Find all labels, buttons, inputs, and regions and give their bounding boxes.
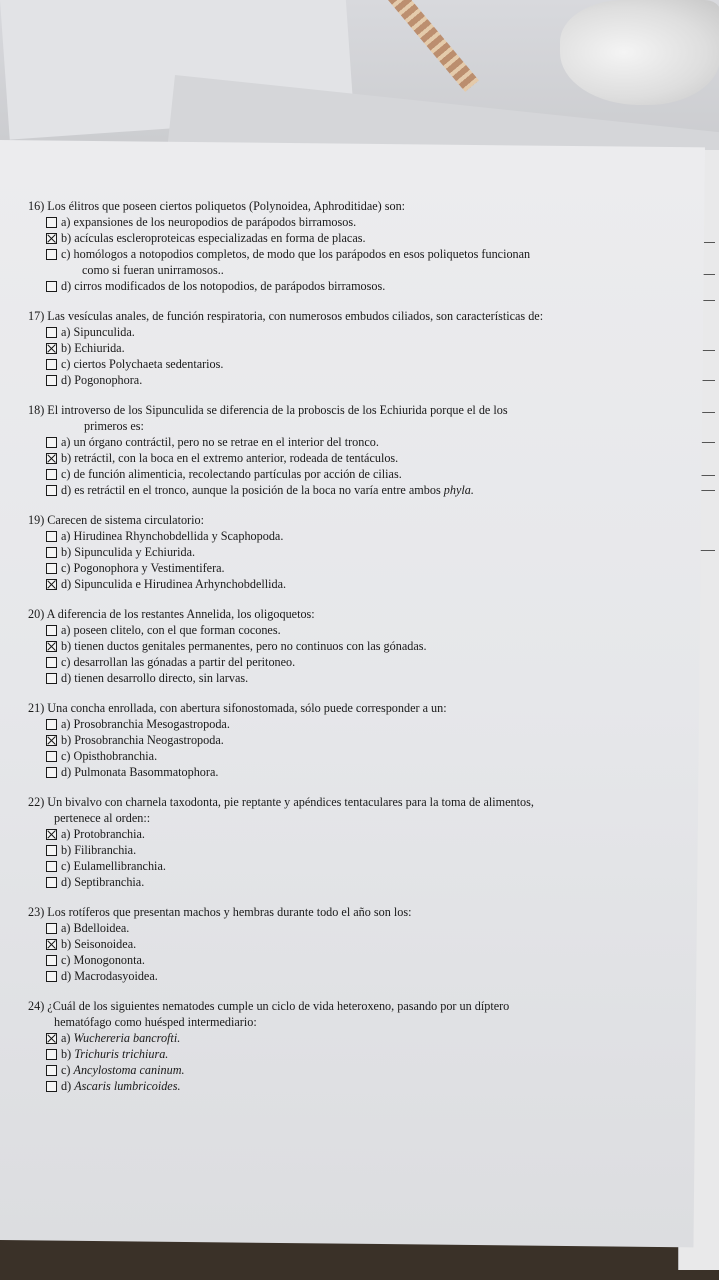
checkbox-icon[interactable]: [46, 375, 57, 386]
option-text: [61, 654, 295, 670]
checkbox-icon[interactable]: [46, 751, 57, 762]
checkbox-icon[interactable]: [46, 657, 57, 668]
option-letter: b): [61, 937, 72, 951]
option-letter: b): [61, 1047, 72, 1061]
checked-checkbox-icon[interactable]: [46, 735, 57, 746]
option-label: Protobranchia.: [73, 827, 145, 841]
question-text-continued: hematófago como huésped intermediario:: [54, 1015, 257, 1029]
answer-option[interactable]: [28, 1062, 658, 1078]
question: [28, 904, 658, 984]
checkbox-icon[interactable]: [46, 531, 57, 542]
checkbox-icon[interactable]: [46, 877, 57, 888]
checkbox-icon[interactable]: [46, 1065, 57, 1076]
question-number: 18): [28, 403, 45, 417]
question-text: Los élitros que poseen ciertos poliquetos (Polynoidea, Aphroditidae) son:: [47, 199, 406, 213]
option-text: [61, 748, 157, 764]
option-italic-term: Ascaris lumbricoides.: [74, 1079, 181, 1093]
question-stem: [28, 998, 658, 1014]
checkbox-icon[interactable]: [46, 1081, 57, 1092]
answer-option[interactable]: [28, 732, 658, 748]
option-letter: a): [61, 435, 71, 449]
answer-option[interactable]: [28, 528, 658, 544]
checked-checkbox-icon[interactable]: [46, 579, 57, 590]
option-text: [61, 920, 129, 936]
option-italic-term: Wuchereria bancrofti.: [73, 1031, 181, 1045]
answer-option[interactable]: [28, 372, 658, 388]
option-text: [61, 324, 135, 340]
checkbox-icon[interactable]: [46, 485, 57, 496]
option-text: [61, 764, 218, 780]
question-text-continued: pertenece al orden::: [54, 811, 151, 825]
option-text: [61, 230, 366, 246]
question-stem: [28, 904, 658, 920]
option-letter: a): [61, 717, 71, 731]
question: [28, 998, 658, 1094]
question-stem: [28, 606, 658, 622]
question-number: 21): [28, 701, 45, 715]
question: [28, 308, 658, 388]
option-letter: b): [61, 545, 72, 559]
answer-option[interactable]: [28, 858, 658, 874]
answer-option[interactable]: [28, 670, 658, 686]
question-text: Carecen de sistema circulatorio:: [47, 513, 204, 527]
option-text: [61, 246, 530, 262]
option-label: acículas escleroproteicas especializadas en forma de placas.: [74, 231, 366, 245]
option-text: [61, 716, 230, 732]
option-text: [61, 842, 136, 858]
option-text: [61, 450, 398, 466]
option-label: retráctil, con la boca en el extremo anterior, rodeada de tentáculos.: [74, 451, 399, 465]
option-label: Eulamellibranchia.: [73, 859, 166, 873]
question-list: [28, 198, 658, 1108]
checkbox-icon[interactable]: [46, 469, 57, 480]
option-label: Macrodasyoidea.: [74, 969, 158, 983]
option-label: Hirudinea Rhynchobdellida y Scaphopoda.: [73, 529, 284, 543]
option-label: un órgano contráctil, pero no se retrae en el interior del tronco.: [73, 435, 379, 449]
option-text: [61, 466, 402, 482]
checked-checkbox-icon[interactable]: [46, 829, 57, 840]
option-italic-term: Trichuris trichiura.: [74, 1047, 169, 1061]
option-letter: d): [61, 671, 72, 685]
option-letter: c): [61, 357, 71, 371]
question-text: Los rotíferos que presentan machos y hembras durante todo el año son los:: [47, 905, 412, 919]
option-letter: c): [61, 467, 71, 481]
option-text: [61, 732, 224, 748]
option-text: [61, 826, 145, 842]
option-label-continued: como si fueran unirramosos..: [82, 263, 224, 277]
answer-option[interactable]: [28, 434, 658, 450]
option-letter: c): [61, 1063, 71, 1077]
checkbox-icon[interactable]: [46, 563, 57, 574]
option-letter: a): [61, 827, 71, 841]
option-letter: d): [61, 279, 72, 293]
checkbox-icon[interactable]: [46, 767, 57, 778]
question-stem: [28, 794, 658, 810]
option-letter: b): [61, 733, 72, 747]
question: [28, 794, 658, 890]
question-text: A diferencia de los restantes Annelida, los oligoquetos:: [46, 607, 315, 621]
option-label: Filibranchia.: [74, 843, 137, 857]
option-label: Pogonophora y Vestimentifera.: [73, 561, 225, 575]
answer-option[interactable]: [28, 968, 658, 984]
checkbox-icon[interactable]: [46, 249, 57, 260]
checkbox-icon[interactable]: [46, 437, 57, 448]
question-stem: [28, 308, 658, 324]
option-label: Prosobranchia Neogastropoda.: [74, 733, 224, 747]
checked-checkbox-icon[interactable]: [46, 1033, 57, 1044]
option-letter: d): [61, 969, 72, 983]
answer-option[interactable]: [28, 826, 658, 842]
question-text: Un bivalvo con charnela taxodonta, pie reptante y apéndices tentaculares para la toma de alimentos,: [47, 795, 534, 809]
option-letter: c): [61, 247, 71, 261]
checkbox-icon[interactable]: [46, 281, 57, 292]
option-letter: c): [61, 655, 71, 669]
question-stem: [28, 512, 658, 528]
answer-option[interactable]: [28, 638, 658, 654]
question-number: 19): [28, 513, 45, 527]
option-label: es retráctil en el tronco, aunque la posición de la boca no varía entre ambos: [74, 483, 441, 497]
option-letter: b): [61, 639, 72, 653]
question-number: 24): [28, 999, 45, 1013]
answer-option[interactable]: [28, 324, 658, 340]
option-label: homólogos a notopodios completos, de modo que los parápodos en esos poliquetos funcionan: [73, 247, 531, 261]
answer-option[interactable]: [28, 356, 658, 372]
question-text: Una concha enrollada, con abertura sifonostomada, sólo puede corresponder a un:: [47, 701, 447, 715]
checkbox-icon[interactable]: [46, 861, 57, 872]
option-text: [61, 1030, 180, 1046]
checkbox-icon[interactable]: [46, 1049, 57, 1060]
option-italic-term: phyla.: [443, 483, 474, 497]
question-stem: [28, 402, 658, 418]
answer-option[interactable]: [28, 622, 658, 638]
question-text: ¿Cuál de los siguientes nematodes cumple un ciclo de vida heteroxeno, pasando por un díptero: [47, 999, 510, 1013]
option-text: [61, 544, 195, 560]
option-letter: c): [61, 749, 71, 763]
answer-option[interactable]: [28, 340, 658, 356]
answer-option[interactable]: [28, 214, 658, 230]
answer-option[interactable]: [28, 936, 658, 952]
answer-option[interactable]: [28, 1078, 658, 1094]
option-letter: d): [61, 577, 72, 591]
checkbox-icon[interactable]: [46, 971, 57, 982]
answer-option[interactable]: [28, 920, 658, 936]
option-letter: d): [61, 875, 72, 889]
answer-option[interactable]: [28, 874, 658, 890]
answer-option[interactable]: [28, 482, 658, 498]
option-text: [61, 528, 283, 544]
checked-checkbox-icon[interactable]: [46, 343, 57, 354]
option-text: [61, 858, 166, 874]
option-letter: a): [61, 215, 71, 229]
option-letter: d): [61, 373, 72, 387]
option-label: Pogonophora.: [74, 373, 143, 387]
question: [28, 700, 658, 780]
option-text: [61, 482, 474, 498]
option-letter: d): [61, 483, 72, 497]
option-italic-term: Ancylostoma caninum.: [73, 1063, 185, 1077]
option-text: [61, 936, 136, 952]
option-label: tienen ductos genitales permanentes, pero no continuos con las gónadas.: [74, 639, 427, 653]
answer-option[interactable]: [28, 952, 658, 968]
option-letter: d): [61, 765, 72, 779]
option-letter: b): [61, 341, 72, 355]
answer-option[interactable]: [28, 466, 658, 482]
option-text: [61, 874, 144, 890]
option-text: [61, 560, 225, 576]
option-text: [61, 576, 286, 592]
option-letter: a): [61, 623, 71, 637]
option-text: [61, 1078, 181, 1094]
answer-option[interactable]: [28, 560, 658, 576]
checkbox-icon[interactable]: [46, 217, 57, 228]
option-letter: c): [61, 859, 71, 873]
question-stem: [28, 700, 658, 716]
option-letter: c): [61, 953, 71, 967]
checked-checkbox-icon[interactable]: [46, 641, 57, 652]
checkbox-icon[interactable]: [46, 845, 57, 856]
question-number: 16): [28, 199, 45, 213]
option-label: cirros modificados de los notopodios, de parápodos birramosos.: [74, 279, 386, 293]
checkbox-icon[interactable]: [46, 547, 57, 558]
option-letter: a): [61, 1031, 71, 1045]
option-letter: a): [61, 325, 71, 339]
option-text: [61, 952, 145, 968]
checkbox-icon[interactable]: [46, 359, 57, 370]
question-text: Las vesículas anales, de función respiratoria, con numerosos embudos ciliados, son características de:: [47, 309, 544, 323]
option-letter: d): [61, 1079, 72, 1093]
option-label: ciertos Polychaeta sedentarios.: [73, 357, 224, 371]
option-label: Opisthobranchia.: [73, 749, 158, 763]
checkbox-icon[interactable]: [46, 923, 57, 934]
answer-option[interactable]: [28, 278, 658, 294]
checkbox-icon[interactable]: [46, 327, 57, 338]
question: [28, 512, 658, 592]
option-label: Septibranchia.: [74, 875, 145, 889]
question-text-continued: primeros es:: [84, 419, 144, 433]
option-text: [61, 638, 427, 654]
answer-option[interactable]: [28, 654, 658, 670]
answer-option[interactable]: [28, 842, 658, 858]
option-text: [61, 356, 223, 372]
option-label: Echiurida.: [74, 341, 125, 355]
option-text: [61, 968, 158, 984]
option-text: [61, 1046, 168, 1062]
checkbox-icon[interactable]: [46, 955, 57, 966]
option-label: Sipunculida e Hirudinea Arhynchobdellida.: [74, 577, 287, 591]
option-text: [61, 434, 379, 450]
option-letter: b): [61, 231, 72, 245]
option-label: expansiones de los neuropodios de parápodos birramosos.: [73, 215, 357, 229]
option-text: [61, 214, 356, 230]
checkbox-icon[interactable]: [46, 719, 57, 730]
option-text: [61, 340, 125, 356]
option-text: [61, 372, 142, 388]
option-text: [61, 1062, 185, 1078]
checked-checkbox-icon[interactable]: [46, 939, 57, 950]
option-label: desarrollan las gónadas a partir del peritoneo.: [73, 655, 296, 669]
checked-checkbox-icon[interactable]: [46, 453, 57, 464]
question-number: 17): [28, 309, 45, 323]
answer-option[interactable]: [28, 716, 658, 732]
answer-option[interactable]: [28, 1030, 658, 1046]
option-label: Prosobranchia Mesogastropoda.: [73, 717, 230, 731]
checked-checkbox-icon[interactable]: [46, 233, 57, 244]
tissue-paper: [560, 0, 719, 105]
answer-option[interactable]: [28, 230, 658, 246]
question: [28, 198, 658, 294]
option-text: [61, 622, 281, 638]
answer-option[interactable]: [28, 544, 658, 560]
question-number: 20): [28, 607, 45, 621]
option-text: [61, 670, 248, 686]
answer-option[interactable]: [28, 748, 658, 764]
option-label: poseen clitelo, con el que forman cocones.: [73, 623, 281, 637]
option-label: de función alimenticia, recolectando partículas por acción de cilias.: [73, 467, 402, 481]
question-text: El introverso de los Sipunculida se diferencia de la proboscis de los Echiurida porque el de los: [47, 403, 508, 417]
option-letter: b): [61, 843, 72, 857]
option-text: [61, 278, 385, 294]
question-number: 22): [28, 795, 45, 809]
option-label: Sipunculida.: [73, 325, 135, 339]
answer-option[interactable]: [28, 450, 658, 466]
option-letter: a): [61, 921, 71, 935]
option-label: Monogononta.: [73, 953, 145, 967]
question: [28, 606, 658, 686]
question-stem: [28, 198, 658, 214]
question-number: 23): [28, 905, 45, 919]
answer-option[interactable]: [28, 764, 658, 780]
option-letter: c): [61, 561, 71, 575]
answer-option[interactable]: [28, 246, 658, 278]
option-label: tienen desarrollo directo, sin larvas.: [74, 671, 249, 685]
answer-option[interactable]: [28, 1046, 658, 1062]
option-letter: a): [61, 529, 71, 543]
option-label: Bdelloidea.: [73, 921, 130, 935]
answer-option[interactable]: [28, 576, 658, 592]
checkbox-icon[interactable]: [46, 673, 57, 684]
option-label: Sipunculida y Echiurida.: [74, 545, 196, 559]
option-letter: b): [61, 451, 72, 465]
option-label: Pulmonata Basommatophora.: [74, 765, 219, 779]
question: [28, 402, 658, 498]
checkbox-icon[interactable]: [46, 625, 57, 636]
option-label: Seisonoidea.: [74, 937, 137, 951]
